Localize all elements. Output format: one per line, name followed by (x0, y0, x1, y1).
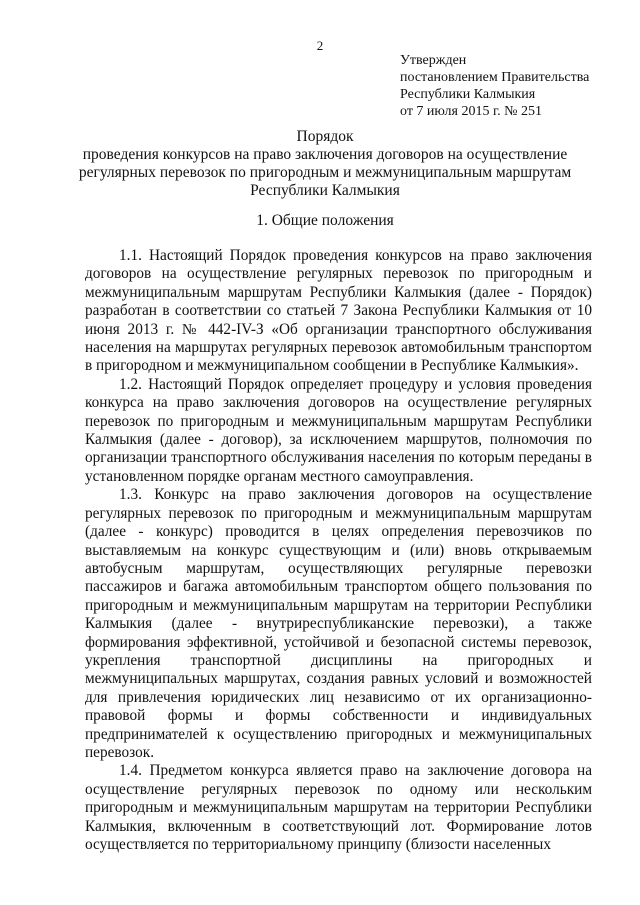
title-line: Республики Калмыкия (250, 182, 400, 199)
title-line: регулярных перевозок по пригородным и межмуниципальным маршрутам (78, 164, 572, 181)
paragraph-1-3: 1.3. Конкурс на право заключения договоров на осуществление регулярных перевозок по пригородным и межмуниципальным маршрутам (далее - конкурс) проводится в целях определения перевозчиков по выставляемым на конкурс существующим и (или) вновь открываемым автобусным маршрутам, осуществляющих регулярные перевозки пассажиров и багажа автомобильным транспортом общего пользования по пригородным и межмуниципальным маршрутам на территории Республики Калмыкия (далее - внутриреспубликанские перевозки), а также формирования эффективной, устойчивой и безопасной системы перевозок, укрепления транспортной дисциплины на пригородных и межмуниципальных маршрутах, создания равных условий и возможностей для привлечения юридических лиц независимо от их организационно-правовой формы и формы собственности и индивидуальных предпринимателей к осуществлению пригородных и межмуниципальных перевозок. (85, 486, 592, 761)
body-text (85, 247, 592, 854)
approval-line: Республики Калмыкия (400, 87, 536, 102)
paragraph-1-4: 1.4. Предметом конкурса является право на заключение договора на осуществление регулярных перевозок по одному или нескольким пригородным и межмуниципальным маршрутам на территории Республики Калмыкия, включенным в соответствующий лот. Формирование лотов осуществляется по территориальному принципу (близости населенных (85, 762, 592, 853)
paragraph-1-1: 1.1. Настоящий Порядок проведения конкурсов на право заключения договоров на осуществление регулярных перевозок по пригородным и межмуниципальным маршрутам Республики Калмыкия (далее - Порядок) разработан в соответствии со статьей 7 Закона Республики Калмыкия от 10 июня 2013 г. № 442-IV-З «Об организации транспортного обслуживания населения на маршрутах регулярных перевозок автомобильным транспортом в пригородном и межмуниципальном сообщении в Республике Калмыкия». (85, 247, 592, 375)
page-number: 2 (316, 38, 324, 53)
paragraph-1-2: 1.2. Настоящий Порядок определяет процедуру и условия проведения конкурса на право заключения договоров на осуществление регулярных перевозок по пригородным и межмуниципальным маршрутам Республики Калмыкия (далее - договор), за исключением маршрутов, полномочия по организации транспортного обслуживания населения по которым переданы в установленном порядке органам местного самоуправления. (85, 375, 592, 485)
section-heading: 1. Общие положения (256, 212, 394, 229)
approval-line: Утвержден (400, 53, 467, 68)
approval-stamp (400, 52, 630, 120)
title-line: проведения конкурсов на право заключения договоров на осуществление (82, 146, 568, 163)
title-line: Порядок (296, 128, 354, 145)
approval-line: постановлением Правительства (400, 70, 590, 85)
document-title (60, 128, 590, 200)
approval-line: от 7 июля 2015 г. № 251 (400, 104, 542, 119)
